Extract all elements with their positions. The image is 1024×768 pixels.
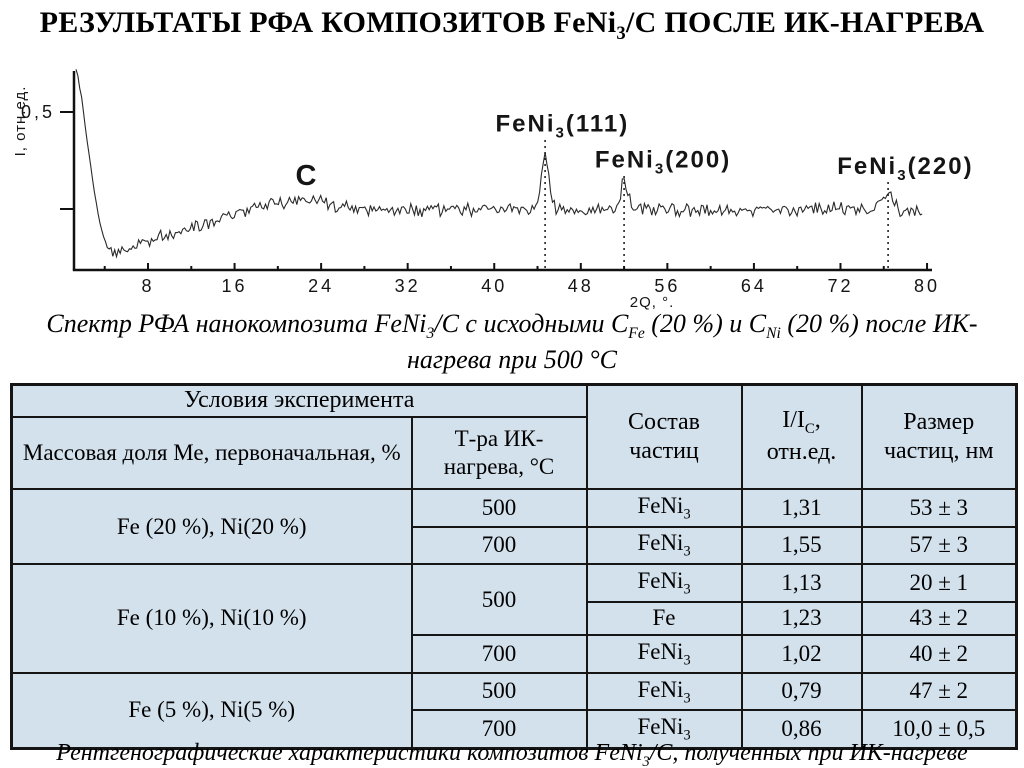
table-cell: 10,0 ± 0,5	[862, 710, 1017, 748]
xrd-spectrum-plot	[0, 55, 1024, 313]
table-cell: 0,79	[742, 673, 862, 711]
table-cell: 1,23	[742, 602, 862, 635]
x-axis-label: 2Q, °.	[629, 294, 675, 311]
table-cell: 40 ± 2	[862, 635, 1017, 673]
table-cell: 1,31	[742, 489, 862, 527]
table-cell: Массовая доля Ме, первоначальная, %	[12, 417, 412, 489]
table-cell: FeNi$_3$	[587, 564, 742, 602]
table-caption: Рентгенографические характеристики композитов FeNi$_3$/C, полученных при ИК-нагреве	[56, 740, 968, 768]
table-cell: FeNi$_3$	[587, 710, 742, 748]
table-cell: Fe (10 %), Ni(10 %)	[12, 564, 412, 672]
table-cell: 1,55	[742, 527, 862, 565]
table-cell: FeNi$_3$	[587, 673, 742, 711]
table-cell: Состав частиц	[587, 385, 742, 490]
table-body	[12, 489, 1017, 749]
table-cell: Условия эксперимента	[12, 385, 587, 418]
peak-label: FeNi$_3$(111)	[495, 110, 630, 142]
table-cell: 700	[412, 527, 587, 565]
results-table	[10, 383, 1018, 750]
carbon-peak-label: C	[295, 159, 317, 192]
table-header	[12, 385, 1017, 490]
peak-label: FeNi$_3$(200)	[594, 146, 732, 178]
x-tick-label: 72	[827, 276, 854, 296]
table-cell: 1,13	[742, 564, 862, 602]
table-row	[12, 673, 1017, 711]
table-cell: FeNi$_3$	[587, 527, 742, 565]
table-cell: 500	[412, 673, 587, 711]
table-cell: Fe (5 %), Ni(5 %)	[12, 673, 412, 749]
x-tick-label: 32	[394, 276, 421, 296]
x-tick-label: 16	[221, 276, 248, 296]
table-cell: 500	[412, 564, 587, 635]
peak-label: FeNi$_3$(220)	[837, 153, 974, 185]
xrd-curve	[76, 69, 922, 256]
table-cell: FeNi$_3$	[587, 489, 742, 527]
x-tick-label: 64	[740, 276, 767, 296]
table-cell: 500	[412, 489, 587, 527]
table-cell: 700	[412, 635, 587, 673]
table-cell: Т-ра ИК-нагрева, °С	[412, 417, 587, 489]
x-tick-label: 48	[567, 276, 594, 296]
table-cell: $I/I_C$, отн.ед.	[742, 385, 862, 490]
table-cell: 53 ± 3	[862, 489, 1017, 527]
table-cell: 57 ± 3	[862, 527, 1017, 565]
table-cell: 43 ± 2	[862, 602, 1017, 635]
y-tick-label: 0,5	[20, 102, 55, 122]
x-tick-label: 8	[141, 276, 155, 296]
x-tick-label: 24	[308, 276, 335, 296]
table-row	[12, 489, 1017, 527]
x-tick-label: 40	[481, 276, 508, 296]
x-tick-label: 56	[654, 276, 681, 296]
xrd-chart	[0, 55, 1024, 313]
table-cell: Fe	[587, 602, 742, 635]
table-row	[12, 564, 1017, 602]
x-tick-label: 80	[914, 276, 941, 296]
table-cell: 47 ± 2	[862, 673, 1017, 711]
table-header-row	[12, 385, 1017, 418]
table-cell: 1,02	[742, 635, 862, 673]
table-cell: 700	[412, 710, 587, 748]
table-cell: FeNi$_3$	[587, 635, 742, 673]
table-cell: 20 ± 1	[862, 564, 1017, 602]
table-cell: Размер частиц, нм	[862, 385, 1017, 490]
table-cell: Fe (20 %), Ni(20 %)	[12, 489, 412, 564]
page-title: РЕЗУЛЬТАТЫ РФА КОМПОЗИТОВ FeNi$_3$/C ПОСЛЕ ИК-НАГРЕВА	[39, 6, 985, 44]
chart-caption: Спектр РФА нанокомпозита FeNi$_3$/C с исходными $С_{Fe}$ (20 %) и $С_{Ni}$ (20 %) после ИК-нагрева при 500 °С	[46, 309, 978, 374]
y-axis-label: I, отн.ед.	[12, 85, 29, 157]
table-cell: 0,86	[742, 710, 862, 748]
